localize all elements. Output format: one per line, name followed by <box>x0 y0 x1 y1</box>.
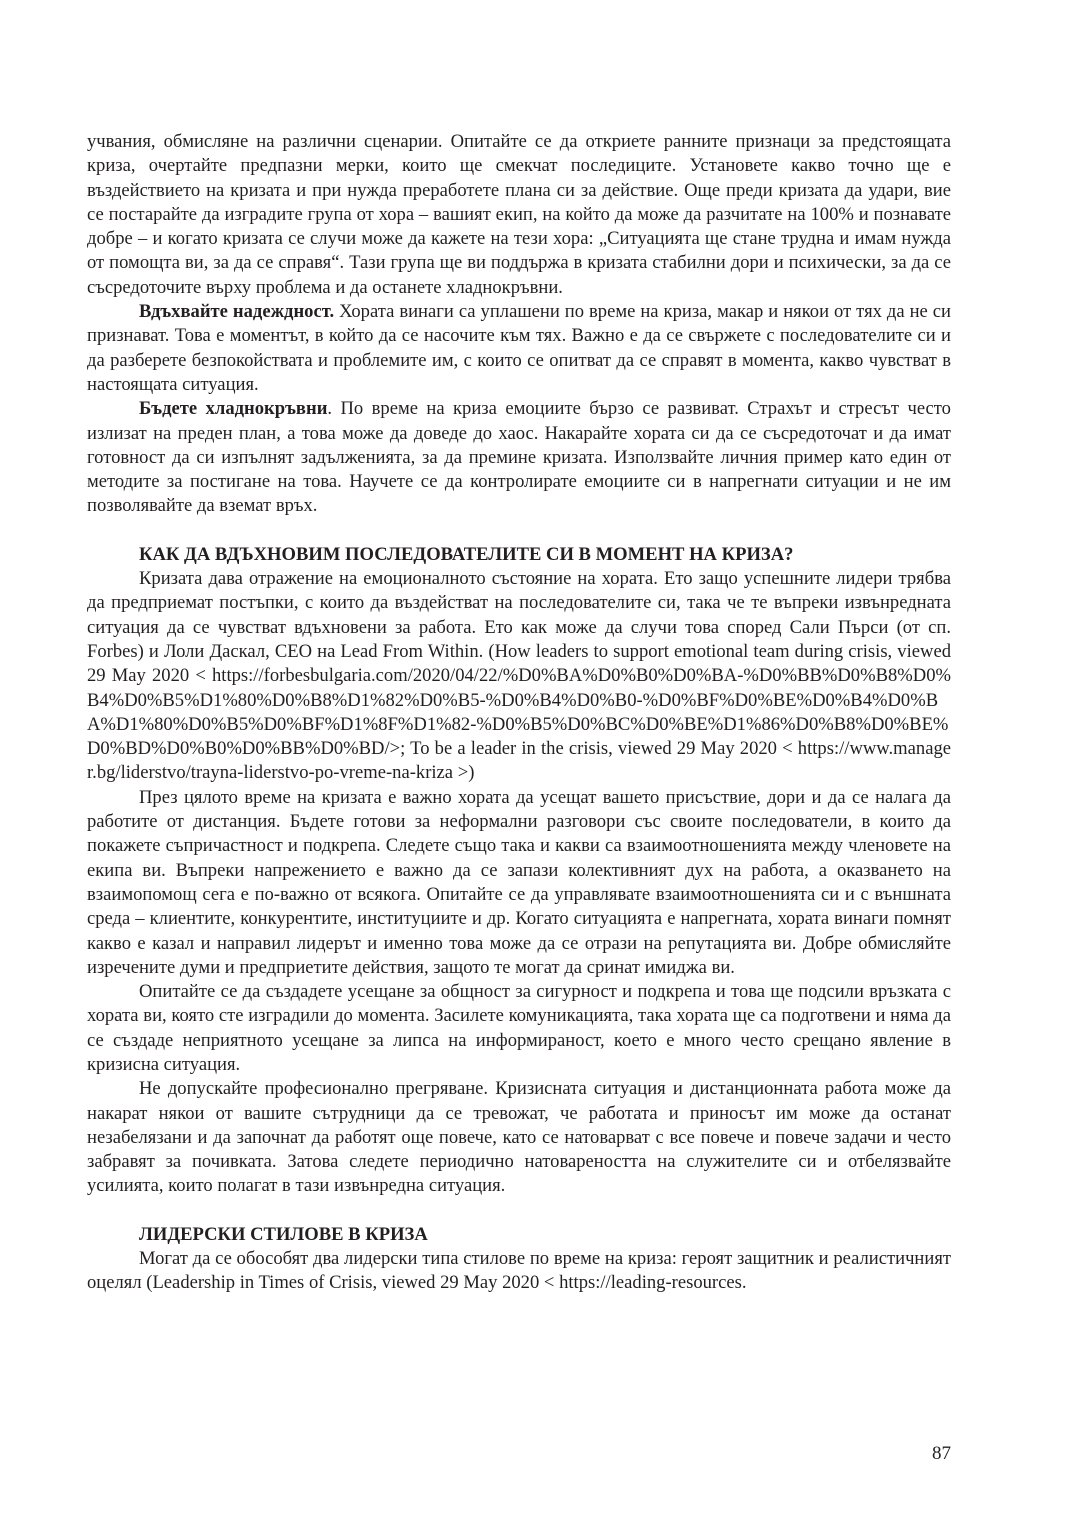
forbes-link[interactable]: https://forbesbulgaria.com/2020/04/22/%D0%BA%D0%B0%D0%BA-%D0%BB%D0%B8%D0%B4%D0%B5%D1%80%D0%B8%D1%82%D0%B5-%D0%B4%D0%B0-%D0%BF%D0%BE%D0%B4%D0%BA%D1%80%D0%B5%D0%BF%D1%8F%D1%82-%D0%B5%D0%BC%D0%BE%D1%86%D0%B8%D0%BE%D0%BD%D0%B0%D0%BB%D0%BD/ <box>87 665 951 760</box>
paragraph-8-text: Могат да се обособят два лидерски типа стилове по време на криза: героят защитник и реалистичният оцелял (Leadership in Times of Crisis, viewed 29 May 2020 < <box>87 1248 951 1294</box>
paragraph-8 <box>87 1247 951 1296</box>
page-number: 87 <box>932 1443 951 1464</box>
manager-link[interactable]: https://www.manager.bg/liderstvo/trayna-liderstvo-po-vreme-na-kriza <box>87 738 951 784</box>
bold-lead-inspire: Вдъхвайте надеждност. <box>139 301 335 323</box>
leading-resources-link[interactable]: https://leading-resources. <box>559 1272 747 1294</box>
paragraph-3 <box>87 397 951 518</box>
paragraph-5: През цялото време на кризата е важно хората да усещат вашето присъствие, дори и да се налага да работите от дистанция. Бъдете готови за неформални разговори със своите последователи, в които да покажете съпричастност и подкрепа. Следете също така и какви са взаимоотношенията между членовете на екипа ви. Въпреки напрежението е важно да се запази колективният дух на работа, а оказването на взаимопомощ сега е по-важно от всякога. Опитайте се да управлявате взаимоотношенията си и с външната среда – клиентите, конкурентите, институциите и др. Когато ситуацията е напрегната, хората винаги помнят какво е казал и направил лидерът и именно това може да се отрази на репутацията ви. Добре обмисляйте изречените думи и предприетите действия, защото те могат да сринат имиджа ви. <box>87 786 951 978</box>
paragraph-2 <box>87 300 951 397</box>
section-heading-inspire-followers: КАК ДА ВДЪХНОВИМ ПОСЛЕДОВАТЕЛИТЕ СИ В МОМЕНТ НА КРИЗА? <box>139 543 794 565</box>
paragraph-4-end: >) <box>453 762 475 784</box>
paragraph-7: Не допускайте професионално прегряване. Кризисната ситуация и дистанционната работа може да накарат някои от вашите сътрудници да се тревожат, че работата и приносът им може да останат незабелязани и да започнат да работят още повече, като се натоварват с все повече и повече задачи и често забравят за почивката. Затова следете периодично натовареността на служителите си и отбелязвайте усилията, които полагат в тази извънредна ситуация. <box>87 1078 951 1197</box>
paragraph-4-text: Кризата дава отражение на емоционалното състояние на хората. Ето защо успешните лидери трябва да предприемат постъпки, с които да въздействат на последователите си, така че те въпреки извънредната ситуация да се чувстват вдъхновени за работа. Ето как може да случи това според Сали Пърси (от сп. Forbes) и Лоли Даскал, CEO на Lead From Within. (How leaders to support emotional team during crisis, viewed 29 May 2020 < <box>87 568 951 687</box>
page-body <box>87 130 951 1296</box>
paragraph-4-mid: >; To be a leader in the crisis, viewed 29 May 2020 < <box>389 738 798 760</box>
paragraph-1: учвания, обмисляне на различни сценарии. Опитайте се да откриете ранните признаци за предстоящата криза, очертайте предпазни мерки, които ще смекчат последиците. Установете какво точно ще е въздействието на кризата и при нужда преработете плана си за действие. Още преди кризата да удари, вие се постарайте да изградите група от хора – вашият екип, на който да може да разчитате на 100% и познавате добре – и когато кризата се случи може да кажете на тези хора: „Ситуацията ще стане трудна и имам нужда от помощта ви, за да се справя“. Тази група ще ви поддържа в кризата стабилни дори и психически, за да се съсредоточите върху проблема и да останете хладнокръвни. <box>87 131 951 298</box>
paragraph-6: Опитайте се да създадете усещане за общност за сигурност и подкрепа и това ще подсили връзката с хората ви, която сте изградили до момента. Засилете комуникацията, така хората ще са подготвени и няма да се създаде неприятното усещане за липса на информираност, което е много често срещано явление в кризисна ситуация. <box>87 981 951 1075</box>
paragraph-2-text: Хората винаги са уплашени по време на криза, макар и някои от тях да не си признават. Това е моментът, в който да се насочите към тях. Важно е да се свържете с последователите си и да разберете безпокойствата и проблемите им, с които се опитват да се справят в момента, какво чувстват в настоящата ситуация. <box>87 301 951 395</box>
section-heading-leadership-styles: ЛИДЕРСКИ СТИЛОВЕ В КРИЗА <box>139 1223 428 1245</box>
bold-lead-calm: Бъдете хладнокръвни <box>139 398 328 420</box>
paragraph-3-text: . По време на криза емоциите бързо се развиват. Страхът и стресът често излизат на преден план, а това може да доведе до хаос. Накарайте хората си да се съсредоточат и да имат готовност да си изпълнят задълженията, за да премине кризата. Използвайте личния пример като един от методите за постигане на това. Научете се да контролирате емоциите си в напрегнати ситуации и не им позволявайте да вземат връх. <box>87 398 951 517</box>
paragraph-4 <box>87 567 951 786</box>
